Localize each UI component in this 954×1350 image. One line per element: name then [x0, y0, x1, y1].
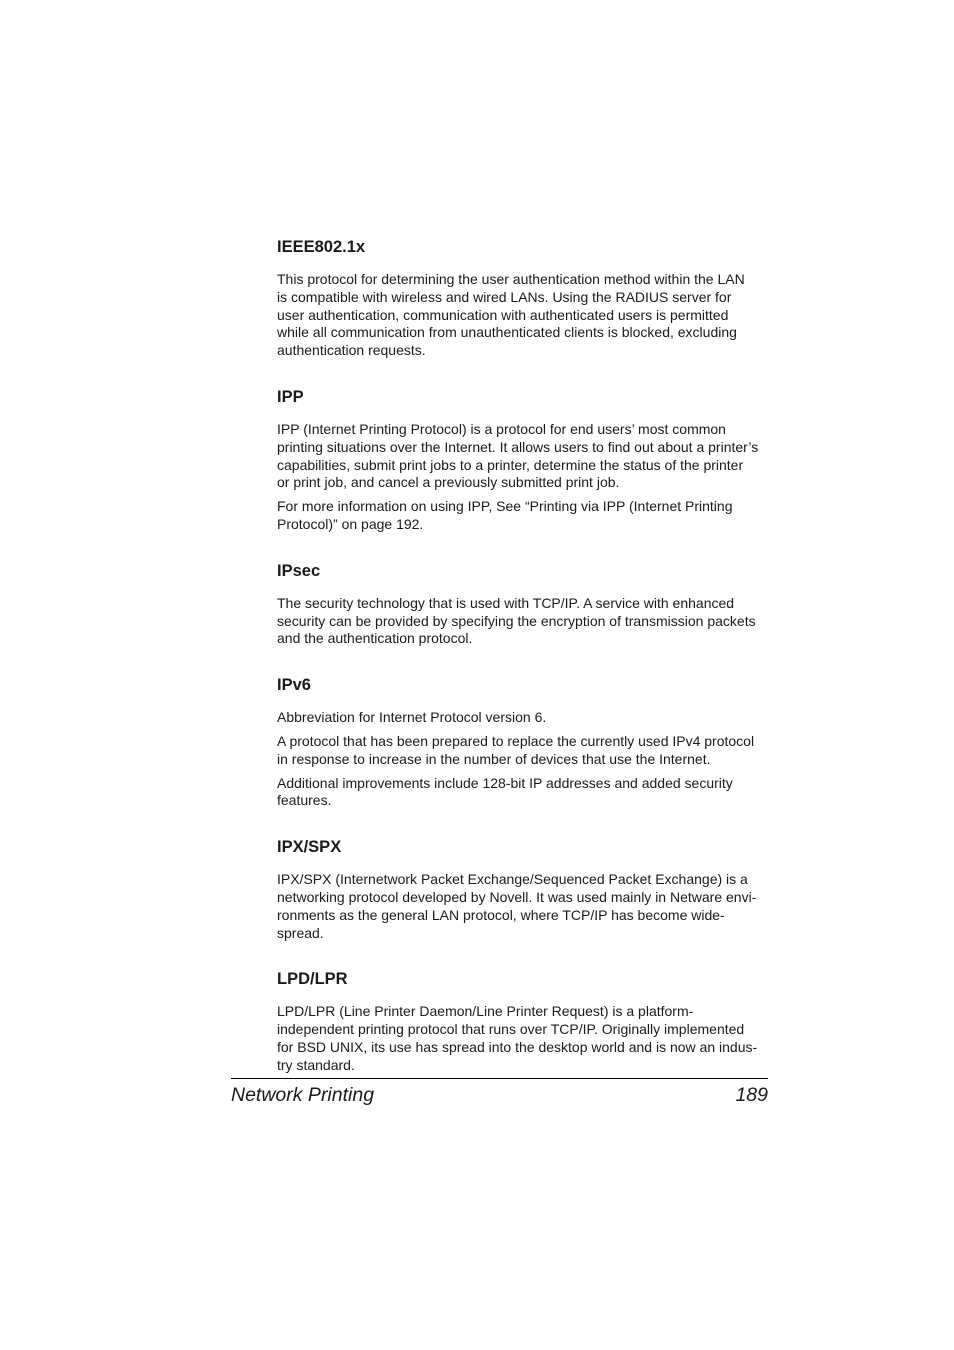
section-ipx-spx [277, 837, 772, 942]
paragraph [277, 271, 772, 360]
text-line: independent printing protocol that runs over TCP/IP. Originally implemented [277, 1021, 745, 1038]
text-line: is compatible with wireless and wired LANs. Using the RADIUS server for [277, 288, 732, 305]
text-line: capabilities, submit print jobs to a printer, determine the status of the printer [277, 456, 744, 473]
text-line: networking protocol developed by Novell. It was used mainly in Netware envi- [277, 888, 757, 905]
text-line: authentication requests. [277, 342, 426, 359]
text-line: Protocol)” on page 192. [277, 515, 424, 532]
text-line: try standard. [277, 1056, 355, 1073]
text-line: IPP (Internet Printing Protocol) is a protocol for end users’ most common [277, 420, 726, 437]
paragraph [277, 709, 772, 727]
section-heading: IEEE802.1x [277, 238, 366, 256]
paragraph [277, 871, 772, 942]
paragraph [277, 775, 772, 811]
text-line: Abbreviation for Internet Protocol version 6. [277, 709, 547, 726]
text-line: This protocol for determining the user authentication method within the LAN [277, 271, 745, 287]
paragraph [277, 595, 772, 648]
glossary-content [277, 237, 772, 1102]
section-heading: LPD/LPR [277, 970, 348, 989]
section-heading: IPv6 [277, 676, 311, 695]
section-heading: IPX/SPX [277, 838, 342, 857]
footer-chapter-title: Network Printing [231, 1084, 375, 1106]
section-heading: IPsec [277, 561, 321, 580]
text-line: A protocol that has been prepared to replace the currently used IPv4 protocol [277, 732, 755, 749]
text-line: security can be provided by specifying the encryption of transmission packets [277, 612, 756, 629]
text-line: in response to increase in the number of devices that use the Internet. [277, 750, 711, 767]
section-ipv6 [277, 675, 772, 810]
section-ipp [277, 387, 772, 534]
text-line: user authentication, communication with authenticated users is permitted [277, 306, 729, 323]
page-number: 189 [735, 1084, 768, 1106]
section-ieee8021x [277, 237, 772, 360]
paragraph [277, 1003, 772, 1074]
section-lpd-lpr [277, 969, 772, 1074]
text-line: ronments as the general LAN protocol, where TCP/IP has become wide- [277, 906, 725, 923]
text-line: Additional improvements include 128-bit IP addresses and added security [277, 774, 733, 791]
page-footer [231, 1078, 768, 1106]
text-line: LPD/LPR (Line Printer Daemon/Line Printer Request) is a platform- [277, 1003, 694, 1020]
section-ipsec [277, 561, 772, 648]
text-line: and the authentication protocol. [277, 630, 473, 647]
paragraph [277, 421, 772, 492]
text-line: IPX/SPX (Internetwork Packet Exchange/Sequenced Packet Exchange) is a [277, 871, 748, 888]
text-line: For more information on using IPP, See “Printing via IPP (Internet Printing [277, 498, 733, 515]
text-line: printing situations over the Internet. It allows users to find out about a printer’s [277, 438, 759, 455]
text-line: or print job, and cancel a previously submitted print job. [277, 474, 620, 491]
paragraph [277, 733, 772, 769]
text-line: spread. [277, 924, 324, 941]
text-line: The security technology that is used with TCP/IP. A service with enhanced [277, 594, 735, 611]
paragraph-cross-reference [277, 498, 772, 534]
text-line: features. [277, 792, 332, 809]
section-heading: IPP [277, 387, 304, 406]
text-line: while all communication from unauthenticated clients is blocked, excluding [277, 324, 737, 341]
text-line: for BSD UNIX, its use has spread into the desktop world and is now an indus- [277, 1038, 758, 1055]
